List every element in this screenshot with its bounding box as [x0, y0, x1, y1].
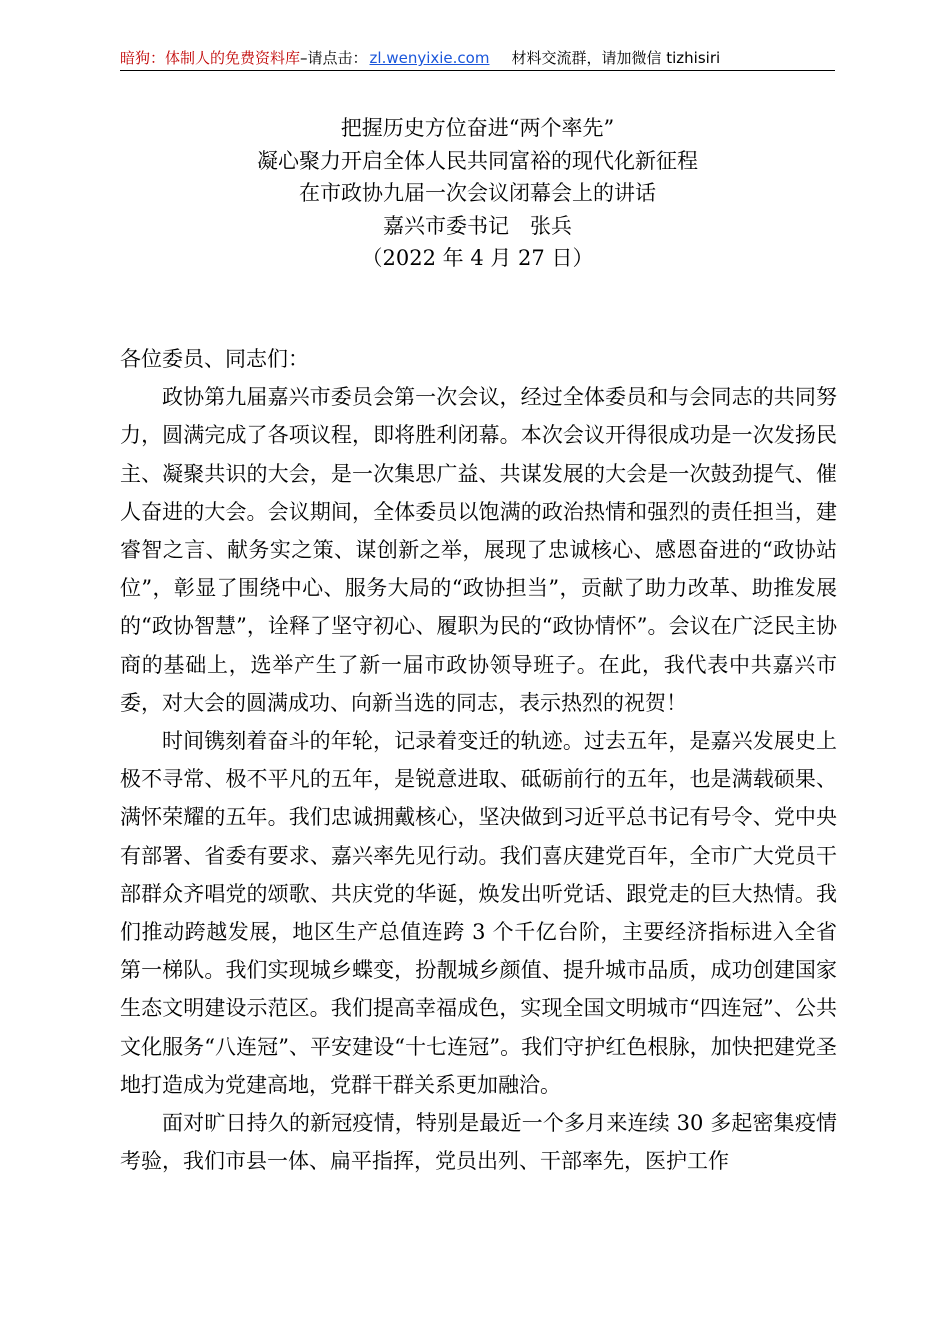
header-prompt: –请点击： [300, 49, 368, 67]
title-line-1: 把握历史方位奋进“两个率先” [340, 116, 615, 140]
salutation: 各位委员、同志们： [120, 347, 309, 371]
header-rule [120, 70, 835, 71]
title-block [120, 112, 835, 275]
title-line-3: 在市政协九届一次会议闭幕会上的讲话 [299, 181, 656, 205]
author-line: 嘉兴市委书记 张兵 [383, 213, 572, 238]
header-extra: 材料交流群，请加微信 tizhisiri [511, 49, 721, 67]
speech-body [120, 340, 837, 1180]
page-header [120, 44, 835, 72]
paragraph-2: 时间镌刻着奋斗的年轮，记录着变迁的轨迹。过去五年，是嘉兴发展史上极不寻常、极不平凡的五年，是锐意进取、砥砺前行的五年，也是满载硕果、满怀荣耀的五年。我们忠诚拥戴核心，坚决做到习近平总书记有号令、党中央有部署、省委有要求、嘉兴率先见行动。我们喜庆建党百年，全市广大党员干部群众齐唱党的颂歌、共庆党的华诞，焕发出听党话、跟党走的巨大热情。我们推动跨越发展，地区生产总值连跨 3 个千亿台阶，主要经济指标进入全省第一梯队。我们实现城乡蝶变，扮靓城乡颜值、提升城市品质，成功创建国家生态文明建设示范区。我们提高幸福成色，实现全国文明城市“四连冠”、公共文化服务“八连冠”、平安建设“十七连冠”。我们守护红色根脉，加快把建党圣地打造成为党建高地，党群干群关系更加融洽。 [120, 729, 837, 1097]
header-brand: 暗狗：体制人的免费资料库 [120, 49, 301, 67]
header-link[interactable]: zl.wenyixie.com [369, 49, 490, 67]
title-line-2: 凝心聚力开启全体人民共同富裕的现代化新征程 [257, 148, 698, 173]
paragraph-1: 政协第九届嘉兴市委员会第一次会议，经过全体委员和与会同志的共同努力，圆满完成了各项议程，即将胜利闭幕。本次会议开得很成功是一次发扬民主、凝聚共识的大会，是一次集思广益、共谋发展的大会是一次鼓劲提气、催人奋进的大会。会议期间，全体委员以饱满的政治热情和强烈的责任担当，建睿智之言、献务实之策、谋创新之举，展现了忠诚核心、感恩奋进的“政协站位”，彰显了围绕中心、服务大局的“政协担当”，贡献了助力改革、助推发展的“政协智慧”，诠释了坚守初心、履职为民的“政协情怀”。会议在广泛民主协商的基础上，选举产生了新一届市政协领导班子。在此，我代表中共嘉兴市委，对大会的圆满成功、向新当选的同志，表示热烈的祝贺！ [120, 385, 837, 715]
date-line: （2022 年 4 月 27 日） [361, 246, 594, 270]
paragraph-3: 面对旷日持久的新冠疫情，特别是最近一个多月来连续 30 多起密集疫情考验，我们市县一体、扁平指挥，党员出列、干部率先，医护工作 [120, 1111, 837, 1174]
